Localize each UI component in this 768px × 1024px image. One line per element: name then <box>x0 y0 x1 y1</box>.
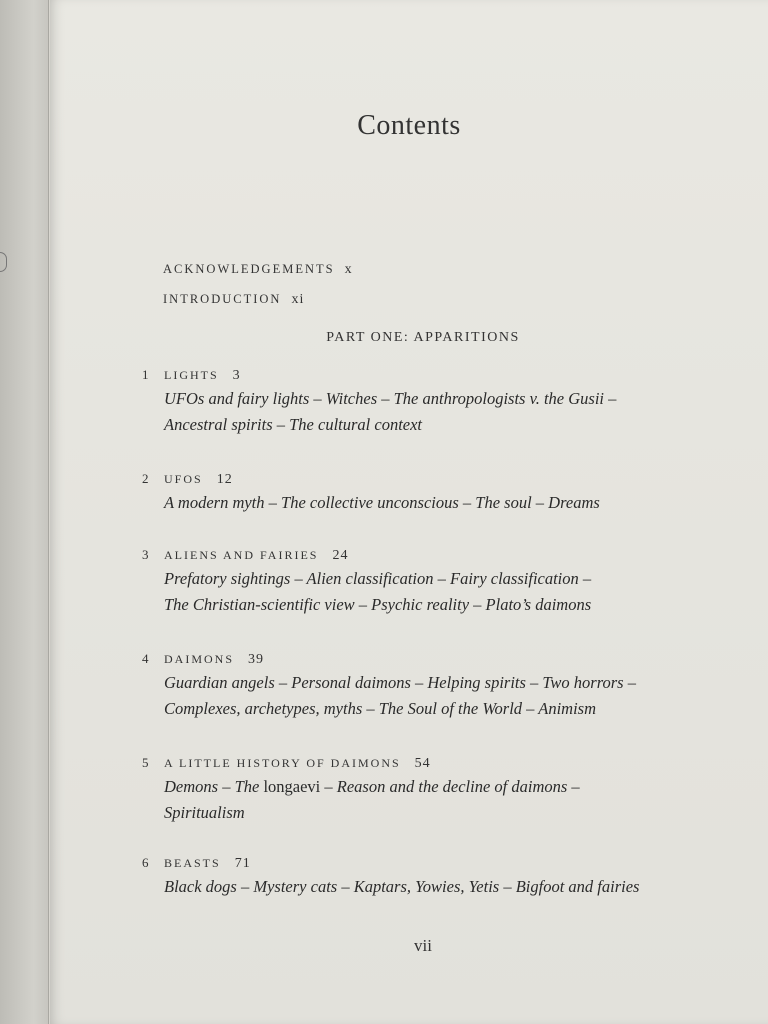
chapter-subtopics-line: UFOs and fairy lights – Witches – The anthropologists v. the Gusii – <box>164 389 617 408</box>
facing-page-mark <box>0 252 7 272</box>
front-matter-introduction <box>163 292 304 308</box>
chapter-title: BEASTS <box>164 856 221 870</box>
chapter-subtopics-line: Complexes, archetypes, myths – The Soul of the World – Animism <box>164 699 597 718</box>
chapter-entry-3 <box>142 544 752 618</box>
front-matter-label: INTRODUCTION <box>163 292 282 306</box>
chapter-title: UFOS <box>164 472 203 486</box>
chapter-heading <box>142 468 752 490</box>
chapter-entry-4 <box>142 648 752 722</box>
chapter-subtopics-line: Spiritualism <box>164 803 245 822</box>
chapter-title: ALIENS AND FAIRIES <box>164 548 319 562</box>
chapter-title: DAIMONS <box>164 652 235 666</box>
chapter-subtopics-line: The Christian-scientific view – Psychic reality – Plato’s daimons <box>164 595 592 614</box>
chapter-number: 6 <box>142 855 149 870</box>
chapter-title: A LITTLE HISTORY OF DAIMONS <box>164 756 401 770</box>
front-matter-page: xi <box>291 292 305 307</box>
chapter-heading <box>142 852 752 874</box>
chapter-number: 2 <box>142 471 149 486</box>
page-title: Contents <box>357 110 461 141</box>
page-number: vii <box>414 936 432 955</box>
chapter-subtopics-line: Black dogs – Mystery cats – Kaptars, Yowies, Yetis – Bigfoot and fairies <box>164 877 640 896</box>
chapter-subtopics-line: A modern myth – The collective unconscious – The soul – Dreams <box>164 493 600 512</box>
chapter-heading <box>142 364 752 386</box>
chapter-subtopics-line: Ancestral spirits – The cultural context <box>164 415 423 434</box>
subtopic-term: longaevi <box>263 777 321 796</box>
chapter-heading <box>142 752 752 774</box>
chapter-page: 24 <box>332 548 349 563</box>
chapter-heading <box>142 544 752 566</box>
chapter-number: 4 <box>142 651 149 666</box>
front-matter-page: x <box>344 262 353 277</box>
chapter-subtopics-line <box>164 774 752 800</box>
chapter-page: 71 <box>234 856 251 871</box>
front-matter-acknowledgements <box>163 262 353 278</box>
chapter-page: 3 <box>232 368 241 383</box>
chapter-heading <box>142 648 752 670</box>
part-heading: PART ONE: APPARITIONS <box>326 330 520 345</box>
chapter-entry-6 <box>142 852 752 900</box>
front-matter-label: ACKNOWLEDGEMENTS <box>163 262 335 276</box>
chapter-title: LIGHTS <box>164 368 219 382</box>
chapter-page: 39 <box>248 652 265 667</box>
chapter-entry-2 <box>142 468 752 516</box>
chapter-number: 3 <box>142 547 149 562</box>
chapter-page: 12 <box>216 472 233 487</box>
subtopic-text: – Reason and the decline of daimons – <box>320 777 580 796</box>
chapter-entry-1 <box>142 364 752 438</box>
subtopic-text: Demons – The <box>164 777 264 796</box>
chapter-subtopics-line: Guardian angels – Personal daimons – Helping spirits – Two horrors – <box>164 673 636 692</box>
chapter-entry-5 <box>142 752 752 826</box>
chapter-subtopics-line: Prefatory sightings – Alien classification – Fairy classification – <box>164 569 592 588</box>
chapter-page: 54 <box>414 756 431 771</box>
chapter-number: 1 <box>142 367 149 382</box>
chapter-number: 5 <box>142 755 149 770</box>
contents-page <box>50 0 768 1024</box>
facing-page-edge <box>0 0 49 1024</box>
